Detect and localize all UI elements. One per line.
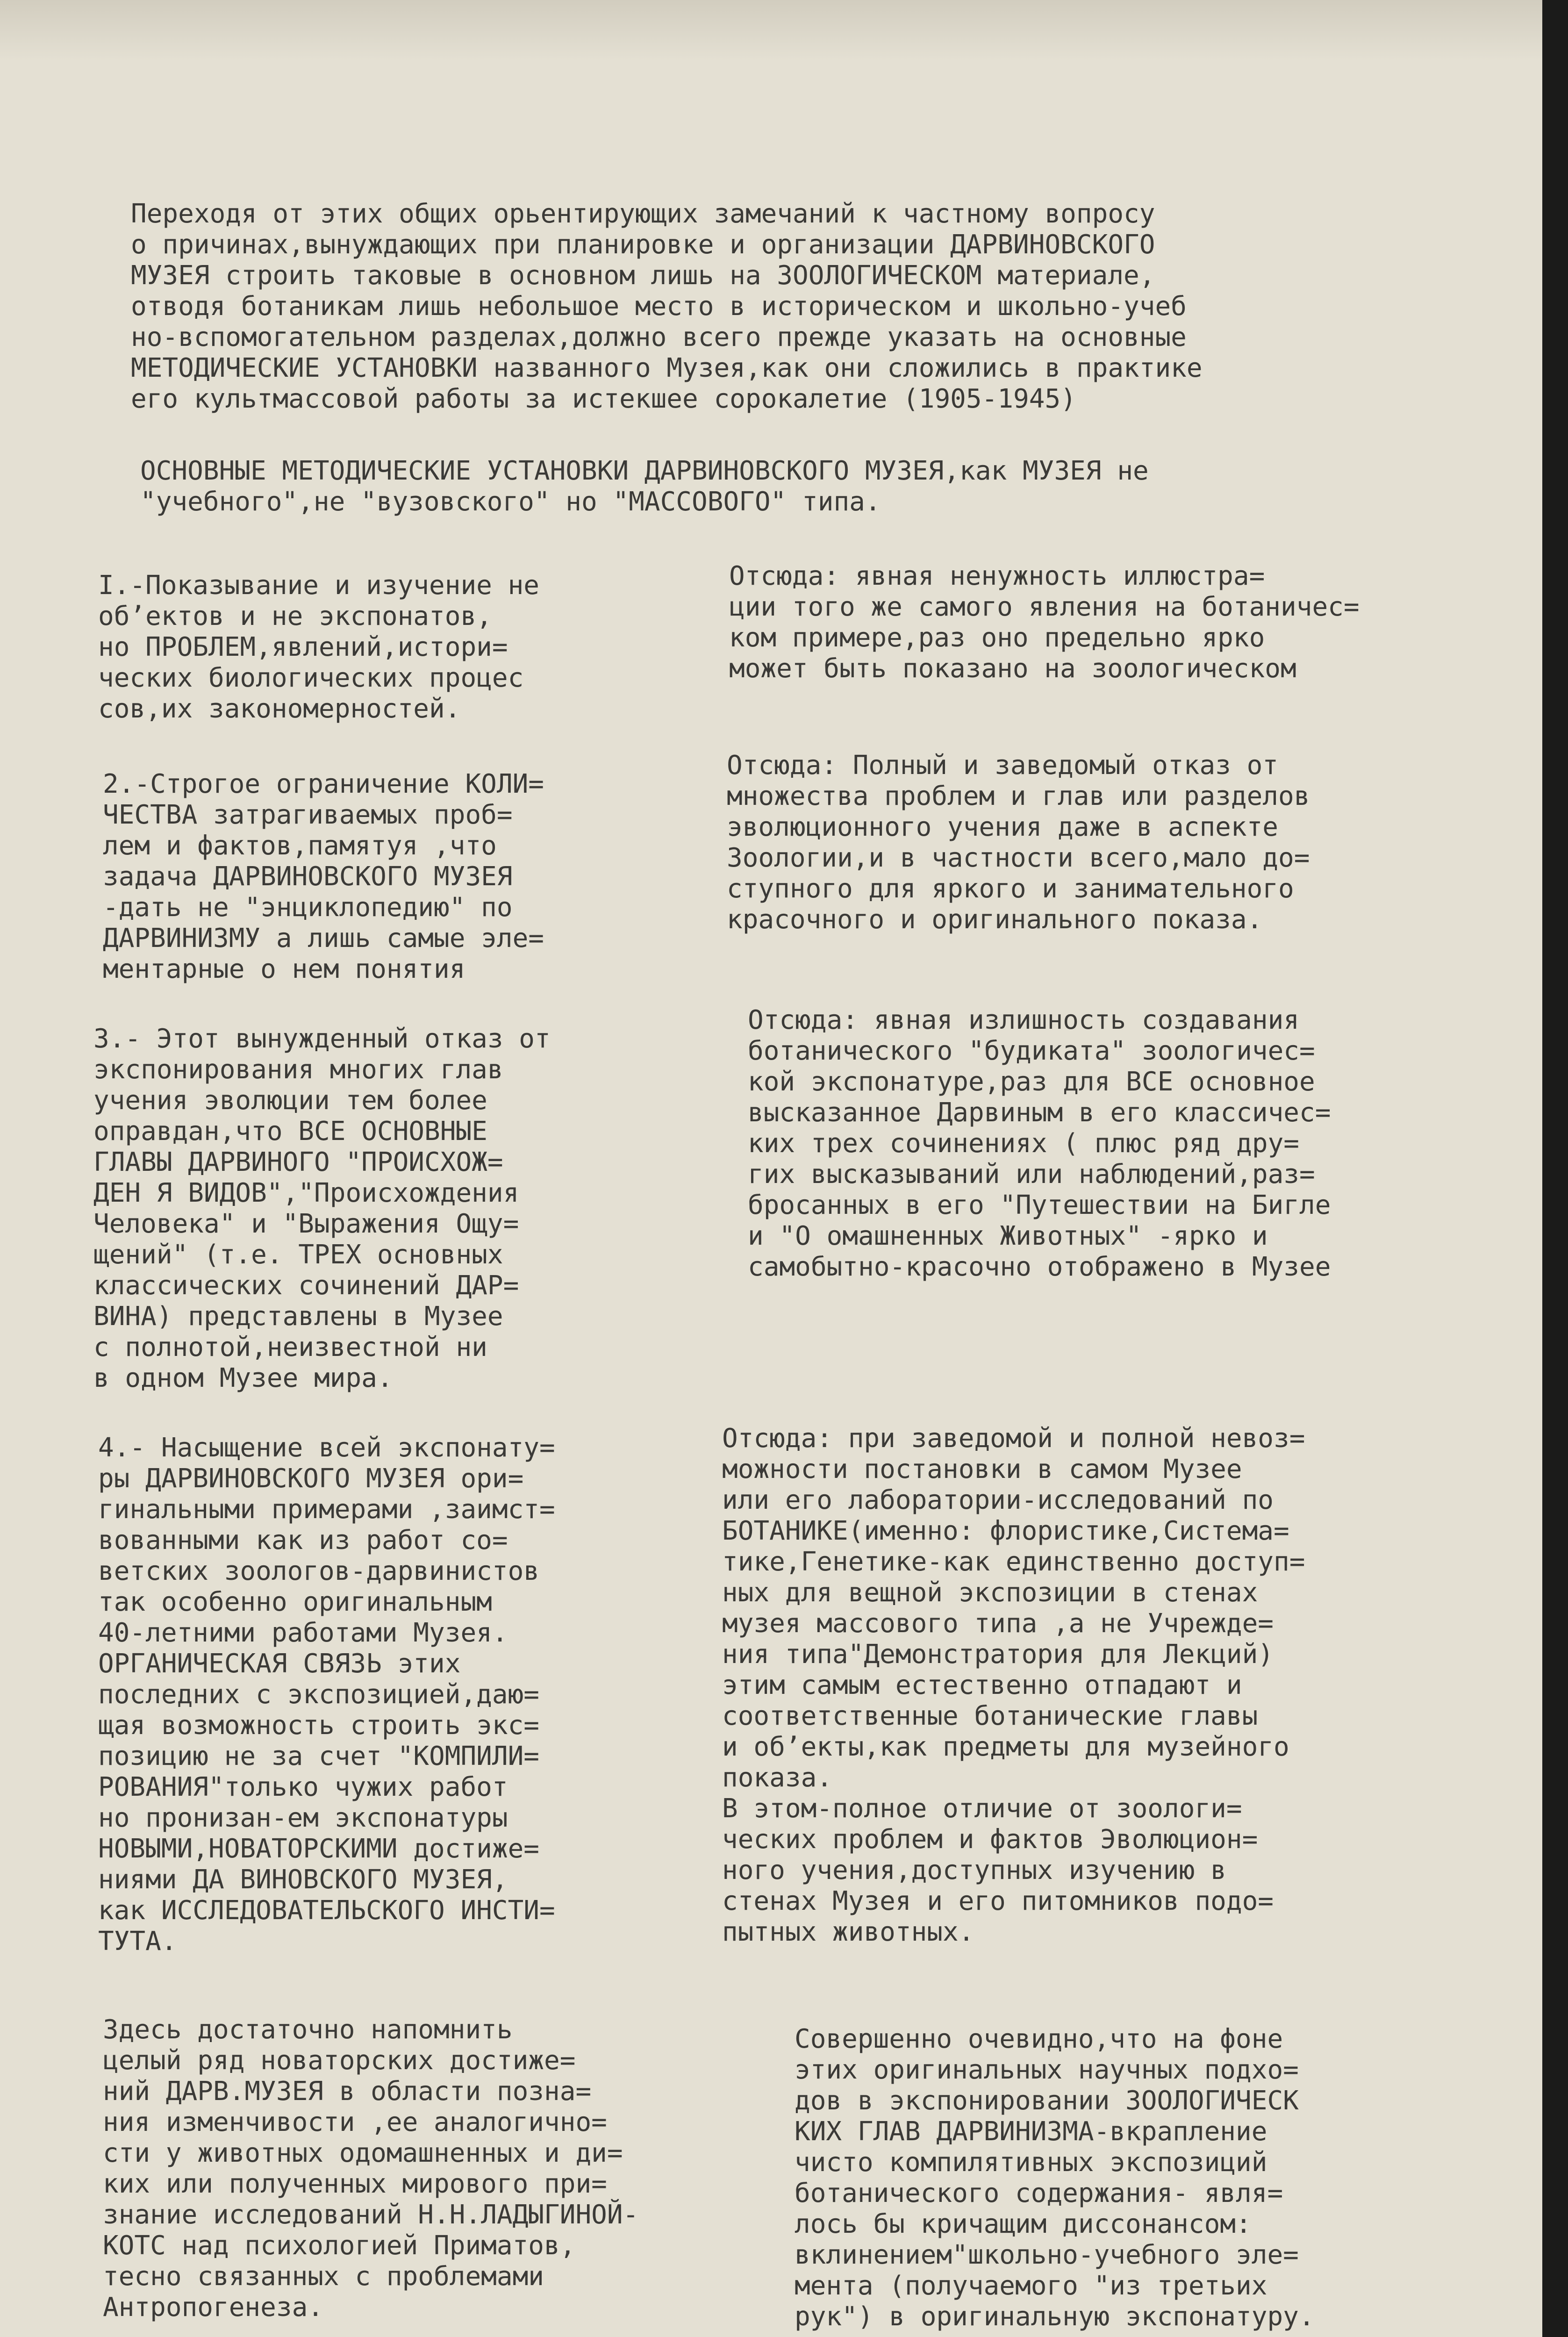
text-line: о причинах,вынуждающих при планировке и организации ДАРВИНОВСКОГО — [131, 229, 1155, 260]
text-line: тике,Генетике-как единственно доступ= — [722, 1547, 1305, 1577]
text-line: ных для вещной экспозиции в стенах — [722, 1577, 1258, 1608]
text-line: ботанического "будиката" зоологичес= — [748, 1036, 1315, 1066]
text-line: РОВАНИЯ"только чужих работ — [98, 1772, 508, 1802]
text-line: ВИНА) представлены в Музее — [93, 1301, 503, 1332]
text-line: пытных животных. — [722, 1917, 974, 1947]
intro-paragraph — [131, 199, 1203, 415]
text-line: Отсюда: Полный и заведомый отказ от — [727, 750, 1279, 781]
text-line: кой экспонатуре,раз для ВСЕ основное — [748, 1067, 1315, 1097]
text-line: щений" (т.е. ТРЕХ основных — [93, 1240, 503, 1270]
text-line: 40-летними работами Музея. — [98, 1618, 508, 1648]
text-line: мента (получаемого "из третьих — [795, 2271, 1267, 2301]
item-3-right — [748, 1005, 1331, 1283]
text-line: но-вспомогательном разделах,должно всего прежде указать на основные — [131, 322, 1187, 352]
text-line: его культмассовой работы за истекшее сорокалетие (1905-1945) — [131, 384, 1076, 414]
text-line: I.-Показывание и изучение не — [98, 570, 540, 601]
text-line: лось бы кричащим диссонансом: — [795, 2209, 1252, 2239]
text-line: в одном Музее мира. — [93, 1363, 393, 1393]
text-line: ДАРВИНИЗМУ а лишь самые эле= — [103, 923, 544, 953]
item-4-left — [98, 1433, 555, 1957]
text-line: ком примере,раз оно предельно ярко — [729, 623, 1265, 653]
text-line: ний ДАРВ.МУЗЕЯ в области позна= — [103, 2076, 592, 2107]
text-line: ДЕН Я ВИДОВ","Происхождения — [93, 1178, 519, 1208]
text-line: БОТАНИКЕ(именно: флористике,Система= — [722, 1516, 1289, 1546]
text-line: целый ряд новаторских достиже= — [103, 2045, 576, 2076]
text-line: эволюционного учения даже в аспекте — [727, 812, 1279, 842]
text-line: экспонирования многих глав — [93, 1054, 503, 1085]
text-line: позицию не за счет "КОМПИЛИ= — [98, 1741, 540, 1771]
text-line: последних с экспозицией,даю= — [98, 1679, 540, 1710]
text-line: задача ДАРВИНОВСКОГО МУЗЕЯ — [103, 861, 513, 892]
text-line: но пронизан-ем экспонатуры — [98, 1803, 508, 1833]
text-line: ОСНОВНЫЕ МЕТОДИЧЕСКИЕ УСТАНОВКИ ДАРВИНОВСКОГО МУЗЕЯ,как МУЗЕЯ не — [140, 456, 1149, 486]
text-line: и "О омашненных Животных" -ярко и — [748, 1221, 1268, 1251]
text-line: вованными как из работ со= — [98, 1525, 508, 1556]
text-line: МЕТОДИЧЕСКИЕ УСТАНОВКИ названного Музея,как они сложились в практике — [131, 353, 1203, 383]
text-line: множества проблем и глав или разделов — [727, 781, 1310, 811]
text-line: КОТС над психологией Приматов, — [103, 2230, 576, 2261]
text-line: оправдан,что ВСЕ ОСНОВНЫЕ — [93, 1116, 487, 1147]
text-line: дов в экспонировании ЗООЛОГИЧЕСК — [795, 2086, 1299, 2116]
text-line: ЧЕСТВА затрагиваемых проб= — [103, 800, 513, 830]
text-line: учения эволюции тем более — [93, 1085, 487, 1116]
text-line: ния изменчивости ,ее аналогично= — [103, 2107, 607, 2137]
text-line: ких трех сочинениях ( плюс ряд дру= — [748, 1128, 1300, 1159]
text-line: гих высказываний или наблюдений,раз= — [748, 1159, 1315, 1190]
text-line: с полнотой,неизвестной ни — [93, 1332, 487, 1362]
bottom-left-paragraph — [103, 2014, 638, 2323]
text-line: так особенно оригинальным — [98, 1587, 492, 1617]
text-line: ОРГАНИЧЕСКАЯ СВЯЗЬ этих — [98, 1649, 461, 1679]
text-line: этих оригинальных научных подхо= — [795, 2055, 1299, 2085]
text-line: лем и фактов,памятуя ,что — [103, 831, 497, 861]
text-line: "учебного",не "вузовского" но "МАССОВОГО" типа. — [140, 487, 881, 517]
item-3-left — [93, 1024, 551, 1394]
text-line: НОВЫМИ,НОВАТОРСКИМИ достиже= — [98, 1834, 540, 1864]
text-line: но ПРОБЛЕМ,явлений,истори= — [98, 632, 508, 662]
text-line: Зоологии,и в частности всего,мало до= — [727, 843, 1310, 873]
text-line: и обʼекты,как предметы для музейного — [722, 1732, 1289, 1762]
text-line: МУЗЕЯ строить таковые в основном лишь на ЗООЛОГИЧЕСКОМ материале, — [131, 260, 1155, 291]
text-line: КИХ ГЛАВ ДАРВИНИЗМА-вкрапление — [795, 2116, 1267, 2147]
text-line: ТУТА. — [98, 1926, 177, 1957]
text-line: тесно связанных с проблемами — [103, 2261, 544, 2292]
item-2-left — [103, 769, 544, 985]
text-line: ГЛАВЫ ДАРВИНОГО "ПРОИСХОЖ= — [93, 1147, 503, 1177]
section-heading — [140, 456, 1149, 517]
text-line: ментарные о нем понятия — [103, 954, 465, 984]
text-line: 3.- Этот вынужденный отказ от — [93, 1024, 551, 1054]
text-line: классических сочинений ДАР= — [93, 1270, 519, 1301]
text-line: можности постановки в самом Музее — [722, 1454, 1242, 1484]
scan-background-edge — [1542, 0, 1568, 2337]
text-line: стенах Музея и его питомников подо= — [722, 1886, 1274, 1916]
text-line: сов,их закономерностей. — [98, 694, 461, 724]
text-line: В этом-полное отличие от зоологи= — [722, 1793, 1242, 1824]
item-4-right — [722, 1423, 1305, 1948]
text-line: 2.-Строгое ограничение КОЛИ= — [103, 769, 544, 799]
text-line: -дать не "энциклопедию" по — [103, 892, 513, 923]
text-line: высказанное Дарвиным в его классичес= — [748, 1097, 1331, 1128]
text-line: Отсюда: явная излишность создавания — [748, 1005, 1300, 1035]
text-line: или его лаборатории-исследований по — [722, 1485, 1274, 1515]
text-line: щая возможность строить экс= — [98, 1710, 540, 1741]
text-line: Переходя от этих общих орьентирующих замечаний к частному вопросу — [131, 199, 1155, 229]
text-line: музея массового типа ,а не Учрежде= — [722, 1608, 1274, 1639]
text-line: вклинением"школьно-учебного эле= — [795, 2240, 1299, 2270]
text-line: ступного для яркого и занимательного — [727, 874, 1294, 904]
text-line: самобытно-красочно отображено в Музее — [748, 1252, 1331, 1282]
text-line: соответственные ботанические главы — [722, 1701, 1258, 1731]
text-line: ческих проблем и фактов Эволюцион= — [722, 1824, 1258, 1855]
text-line: ниями ДА ВИНОВСКОГО МУЗЕЯ, — [98, 1864, 508, 1895]
text-line: Отсюда: при заведомой и полной невоз= — [722, 1423, 1305, 1454]
text-line: ции того же самого явления на ботаничес= — [729, 592, 1360, 622]
item-1-left — [98, 570, 539, 724]
text-line: бросанных в его "Путешествии на Бигле — [748, 1190, 1331, 1220]
text-line: Отсюда: явная ненужность иллюстра= — [729, 561, 1265, 591]
text-line: показа. — [722, 1763, 833, 1793]
text-line: как ИССЛЕДОВАТЕЛЬСКОГО ИНСТИ= — [98, 1895, 555, 1926]
text-line: чисто компилятивных экспозиций — [795, 2147, 1267, 2178]
text-line: ботанического содержания- явля= — [795, 2178, 1283, 2208]
text-line: ния типа"Демонстратория для Лекций) — [722, 1639, 1274, 1670]
text-line: сти у животных одомашненных и ди= — [103, 2138, 623, 2168]
text-line: рук") в оригинальную экспонатуру. — [795, 2301, 1315, 2332]
text-line: ного учения,доступных изучению в — [722, 1855, 1226, 1885]
text-line: ры ДАРВИНОВСКОГО МУЗЕЯ ори= — [98, 1463, 524, 1494]
text-line: красочного и оригинального показа. — [727, 904, 1263, 935]
text-line: ческих биологических процес — [98, 663, 524, 693]
text-line: ветских зоологов-дарвинистов — [98, 1556, 540, 1586]
text-line: Человека" и "Выражения Ощу= — [93, 1209, 519, 1239]
text-line: ких или полученных мирового при= — [103, 2169, 607, 2199]
text-line: знание исследований Н.Н.ЛАДЫГИНОЙ- — [103, 2200, 639, 2230]
text-line: Здесь достаточно напомнить — [103, 2014, 513, 2045]
text-line: может быть показано на зоологическом — [729, 653, 1296, 684]
text-line: 4.- Насыщение всей экспонату= — [98, 1433, 555, 1463]
text-line: отводя ботаникам лишь небольшое место в историческом и школьно-учеб — [131, 291, 1187, 322]
text-line: гинальными примерами ,заимст= — [98, 1494, 555, 1525]
bottom-right-paragraph — [795, 2024, 1315, 2332]
text-line: Антропогенеза. — [103, 2292, 324, 2323]
text-line: Совершенно очевидно,что на фоне — [795, 2024, 1283, 2054]
text-line: обʼектов и не экспонатов, — [98, 601, 492, 631]
item-2-right — [727, 750, 1310, 935]
text-line: этим самым естественно отпадают и — [722, 1670, 1242, 1700]
item-1-right — [729, 561, 1360, 684]
